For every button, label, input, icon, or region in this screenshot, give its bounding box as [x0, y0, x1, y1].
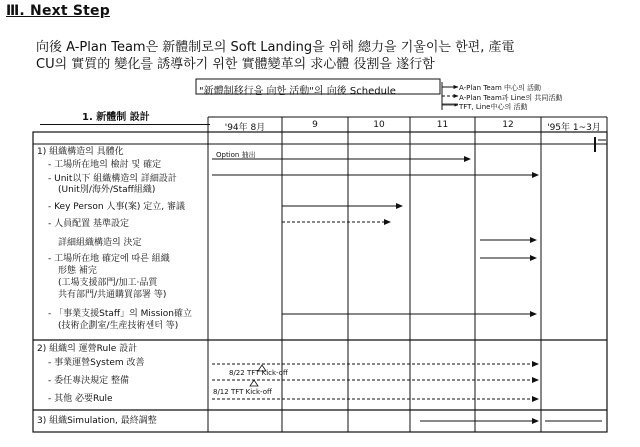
row-label-detail-structure: 詳細組織構造의 決定	[58, 238, 142, 248]
subsection-title: 1. 新體制 設計	[82, 112, 150, 123]
row-label-unit-design: - Unit以下 組織構造의 詳細設計	[48, 174, 177, 184]
group-label-rules: 2) 組織의 運營Rule 設計	[37, 344, 138, 354]
month-header-dec: 12	[502, 120, 514, 130]
month-header-q1: '95年 1~3月	[547, 123, 601, 133]
row-label-staffing: - 人員配置 基準設定	[48, 219, 129, 229]
row-label-key-person: - Key Person 人事(案) 定立, 審議	[48, 202, 185, 212]
schedule-title: "新體制移行을 向한 活動"의 向後 Schedule	[199, 86, 396, 97]
option-extraction-label: Option 抽出	[216, 151, 256, 159]
month-header-aug: '94年 8月	[224, 123, 266, 133]
intro-line-2: CU의 實質的 變化를 誘導하기 위한 實體變革의 求心體 役割을 遂行함	[36, 57, 435, 72]
month-header-nov: 11	[436, 120, 449, 130]
group-label-structure: 1) 組織構造의 具體化	[37, 147, 124, 157]
row-label-org-complement: - 工場所在地 確定에 따른 組織	[48, 254, 170, 264]
month-header-oct: 10	[373, 120, 385, 130]
row-label-org-complement-2: 形態 補完	[58, 266, 97, 276]
intro-line-1: 向後 A-Plan Team은 新體制로의 Soft Landing을 위해 總力을 기울이는 한편, 產電	[36, 40, 515, 55]
row-label-org-complement-3: (工場支援部門/加工·品質	[58, 278, 158, 288]
legend-item-joint: A-Plan Team과 Line의 共同活動	[459, 94, 563, 102]
row-label-staff-mission-sub: (技術企劃室/生産技術센터 等)	[58, 321, 179, 331]
legend-item-team: A-Plan Team 中心의 活動	[459, 84, 541, 92]
row-label-plant-location: - 工場所在地의 檢討 및 確定	[48, 160, 162, 170]
row-label-org-complement-4: 共有部門/共通購買部署 等)	[58, 290, 167, 300]
kickoff-label-2: 8/12 TFT Kick-off	[213, 388, 272, 396]
section-heading: Ⅲ. Next Step	[6, 3, 110, 19]
row-label-staff-mission: - 「事業支援Staff」의 Mission確立	[48, 309, 192, 319]
row-label-system-improve: - 事業運營System 改善	[48, 358, 145, 368]
month-header-sep: 9	[312, 120, 318, 130]
row-label-delegation: - 委任專決規定 整備	[48, 376, 129, 386]
group-label-simulation: 3) 組織Simulation, 最終調整	[37, 416, 157, 426]
legend-item-line: TFT, Line中心의 活動	[459, 103, 528, 111]
kickoff-label-1: 8/22 TFT Kick-off	[229, 369, 288, 377]
row-label-other-rules: - 其他 必要Rule	[48, 394, 113, 404]
row-label-unit-design-sub: (Unit別/海外/Staff組織)	[58, 185, 156, 195]
